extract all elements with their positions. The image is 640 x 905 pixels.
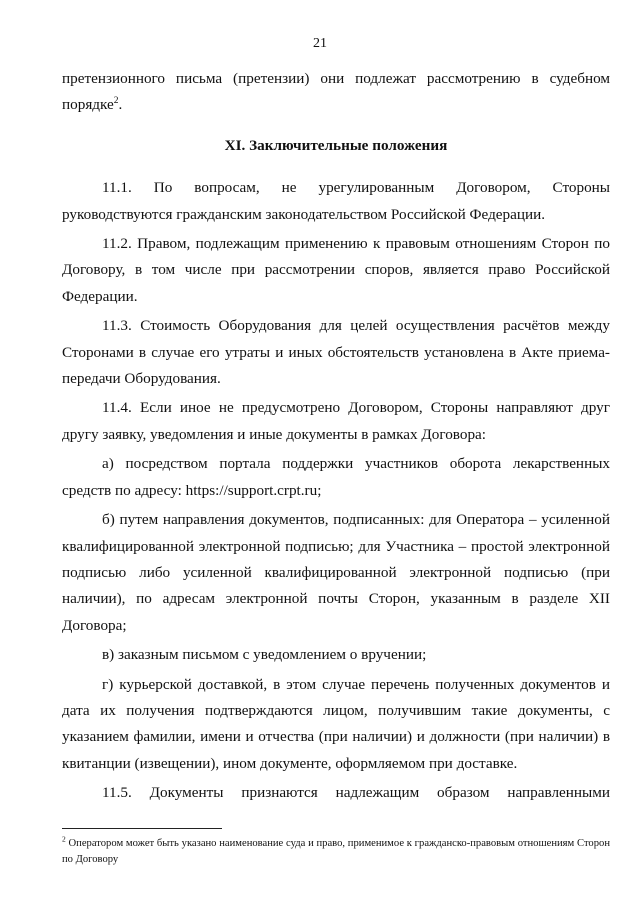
paragraph-11-4-c: в) заказным письмом с уведомлением о вручении; (102, 646, 427, 664)
footnote-mark: 2 (62, 834, 66, 844)
paragraph-11-2: 11.2. Правом, подлежащим применению к правовым отношениям Сторон по Договору, в том числе при рассмотрении споров, является право Российской Федерации. (62, 235, 610, 305)
paragraph-11-4-d: г) курьерской доставкой, в этом случае перечень полученных документов и дата их получения подтверждаются лицом, получившим такие документы, с указанием фамилии, имени и отчества (при наличии) и должности (при наличии) в квитанции (извещении), ином документе, оформляемом при доставке. (62, 675, 610, 772)
footnote (62, 836, 610, 868)
section-heading: XI. Заключительные положения (224, 136, 448, 154)
intro-end: . (118, 96, 123, 114)
footnote-separator (62, 828, 222, 829)
intro-text: претензионного письма (претензии) они подлежат рассмотрению в судебном порядке (62, 70, 610, 114)
paragraph-11-4-b: б) путем направления документов, подписанных: для Оператора – усиленной квалифицированной электронной подписью; для Участника – простой электронной подписью либо усиленной квалифицированной электронной подписью (при наличии), по адресам электронной почты Сторон, указанным в разделе XII Договора; (62, 511, 610, 634)
intro-paragraph (62, 66, 610, 119)
page-number: 21 (313, 36, 327, 51)
paragraph-11-1: 11.1. По вопросам, не урегулированным Договором, Стороны руководствуются гражданским законодательством Российской Федерации. (62, 179, 610, 223)
footnote-reference: 2 (113, 96, 119, 107)
document-body (62, 66, 610, 810)
paragraph-11-5: 11.5. Документы признаются надлежащим образом направленными (102, 784, 610, 802)
paragraph-11-4-a: а) посредством портала поддержки участников оборота лекарственных средств по адресу: https://support.crpt.ru; (62, 455, 610, 499)
paragraph-11-4: 11.4. Если иное не предусмотрено Договором, Стороны направляют друг другу заявку, уведомления и иные документы в рамках Договора: (62, 399, 610, 443)
paragraph-11-3: 11.3. Стоимость Оборудования для целей осуществления расчётов между Сторонами в случае его утраты и иных обстоятельств установлена в Акте приема-передачи Оборудования. (62, 317, 610, 388)
footnote-text: Оператором может быть указано наименование суда и право, применимое к гражданско-правовым отношениям Сторон по Договору (62, 838, 610, 865)
